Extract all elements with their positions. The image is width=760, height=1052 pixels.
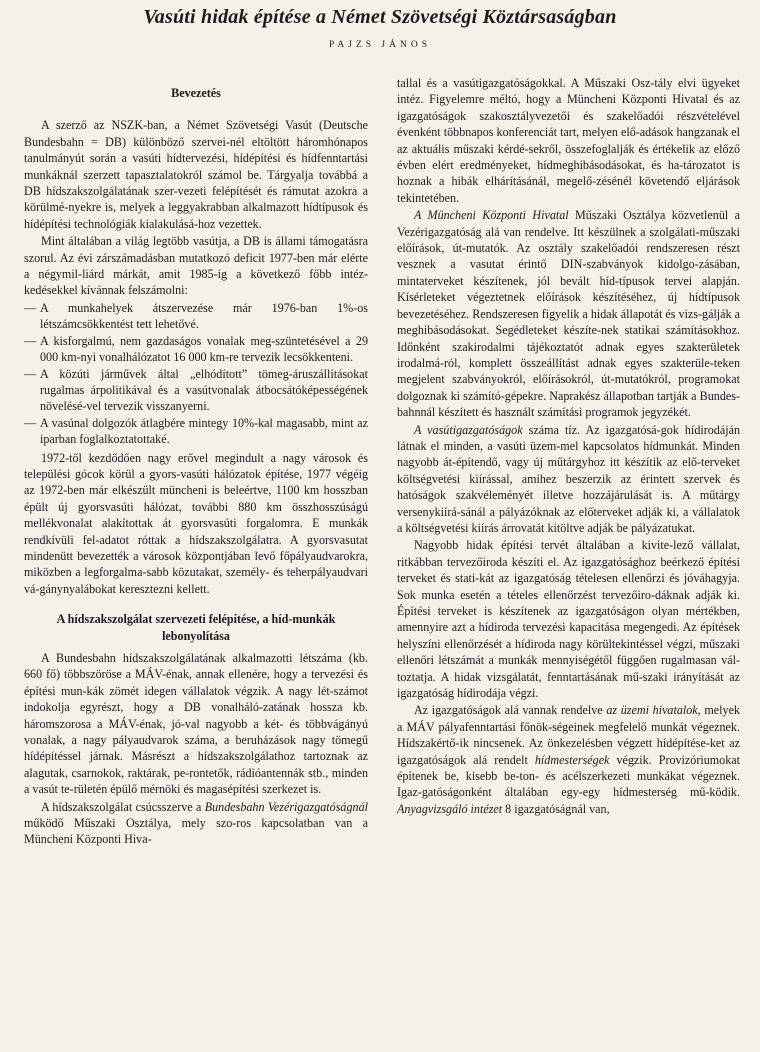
article-title: Vasúti hidak építése a Német Szövetségi Köztársaságban <box>143 6 617 28</box>
right-column <box>397 75 740 1047</box>
dash-bullet: — <box>24 415 37 430</box>
emphasis-text: az üzemi hivatalok <box>606 703 698 718</box>
left-column <box>24 75 368 1047</box>
text-run: végzik. Provizóriumokat építenek be, kisebb be-ton- és acélszerkezeti munkákat végeznek. Igaz-gatóságonként általában egy-egy hídmesterség mű-ködik. <box>397 752 740 800</box>
paragraph <box>397 702 740 817</box>
text-run: , melyek a MÁV pályafenntartási főnök-ségeinek megfelelő munkát végeznek. Hídszakértő-ik nincsenek. Az önkezelésben végzett hídépítése-ket az igazgatóságok alá rendelt <box>397 703 740 767</box>
list-item-text: A munkahelyek átszervezése már 1976-ban 1%-os létszámcsökkentést tett lehetővé. <box>40 300 368 332</box>
emphasis-text: hídmesterségek <box>534 752 610 767</box>
section-heading-introduction: Bevezetés <box>171 86 221 100</box>
dash-bullet: — <box>24 366 37 381</box>
article-author: PAJZS JÁNOS <box>329 40 431 50</box>
paragraph: A Bundesbahn hídszakszolgálatának alkalmazotti létszáma (kb. 660 fő) többszöröse a MÁV-énak, annak ellenére, hogy a tervezési és építési mun-kák zömét idegen vállalatok végzik. A nagy lét-számot indokolja egyrészt, hogy a DB vonalháló-zatának hossza kb. háromszorosa a MÁV-énak, jó-val nagyobb a két- és többvágányú vonalak, a nagy pályaudvarok száma, a beruházások nagy tömegű hídépítéssel járnak. Másrészt a hídszakszolgálathoz tartoznak az alagutak, csarnokok, raktárak, pe-rontetők, rádióantennák stb., minden a vasút te-rületén épülő mérnöki és magasépítési szerkezet is. <box>24 651 368 797</box>
paragraph <box>24 799 368 848</box>
text-run: 8 igazgatóságnál van, <box>502 801 610 816</box>
dash-bullet: — <box>24 333 37 348</box>
paragraph <box>397 422 740 537</box>
list-item-text: A vasúnal dolgozók átlagbére mintegy 10%-kal magasabb, mint az iparban foglalkoztatottaké. <box>40 415 368 447</box>
measures-list <box>24 300 368 448</box>
section-heading-organization: A hídszakszolgálat szervezeti felépítése, a híd-munkák lebonyolítása <box>56 612 336 643</box>
list-item <box>24 366 368 415</box>
paragraph: tallal és a vasútigazgatóságokkal. A Műszaki Osz-tály elvi ügyeket intéz. Figyelemre méltó, hogy a Müncheni Központi Hivatal és az igazgatóságok szakosztályvezetői és szakelőadói részvételével évenként többnapos konferenciát tart, melyen elő-adások hangzanak el az aktuális műszaki kérdé-sekről, összefoglalják és értékelik az előző évben elért eredményeket, hídmeghibásodásokat, és ha-tározatot is hoznak a hibák elhárításánál, megelő-zésénél követendő eljárások tekintetében. <box>397 76 740 205</box>
paragraph: Mint általában a világ legtöbb vasútja, a DB is állami támogatásra szorul. Az évi zárszámadásban mutatkozó deficit 1977-ben már elérte a négymil-liárd márkát, amit 1985-ig a következő főbb intéz-kedésekkel kívánnak felszámolni: <box>24 234 368 298</box>
list-item <box>24 415 368 448</box>
dash-bullet: — <box>24 300 37 315</box>
paragraph: Nagyobb hidak építési tervét általában a kivite-lező vállalat, ritkábban tervezőiroda készíti el. Az igazgatósághoz beérkező építési terveket és stati-kát az igazgatóság tételesen ellenőrzi és jóváhagyja. Sok munka esetén a tételes ellenőrzést tervezőiro-dáknak adják ki. Építési terveket is készítenek az igazgatóságon olyan mértékben, amennyire azt a hídiroda tervezési kapacitása megengedi. Az építések helyszíni ellenőrzését a hídiroda nagy körültekintéssel végzi, műszaki ellenőri létszámát a munkák mennyiségétől függően rugalmasan vál-toztatja. A hidak vizsgálatát, fenntartásának mű-szaki irányítását az igazgatóság hídirodája végzi. <box>397 538 740 701</box>
list-item <box>24 300 368 333</box>
paragraph: 1972-től kezdődően nagy erővel megindult a nagy városok és települési gócok körül a gyors-vasúti hálózatok építése, 1977 végéig az 1972-ben már elkészült müncheni is beleértve, 1100 km hosszban épült új gyorsvasúti hálózat, további 880 km összhosszúságú mellékvonalat alakítottak át gyorsvasúti forgalomra. E munkák rendkívüli fel-adatot róttak a hídszakszolgálatra. A gyorsvasutat mindenütt bevezették a városok központjában levő főpályaudvarokra, miközben a legforgalma-sabb közutakat, személy- és teherpályaudvari vá-gánynyalábokat keresztezni kellett. <box>24 450 368 596</box>
emphasis-text: Anyagvizsgáló intézet <box>397 801 503 816</box>
list-item-text: A kisforgalmú, nem gazdaságos vonalak meg-szüntetésével a 29 000 km-nyi vonalhálózatot 16 000 km-re tervezik lecsökkenteni. <box>40 333 368 365</box>
emphasis-text: A vasútigazgatóságok <box>413 422 523 437</box>
list-item-text: A közúti járművek által „elhódított” tömeg-áruszállításokat rugalmas árpolitikával és a vasútvonalak átbocsátóképességének növelésé-vel tervezik visszanyerni. <box>40 366 368 414</box>
text-run: Az igazgatóságok alá vannak rendelve <box>413 703 607 718</box>
paragraph <box>397 207 740 420</box>
emphasis-text: A Müncheni Központi Hivatal <box>413 208 569 223</box>
list-item <box>24 333 368 366</box>
text-run: Műszaki Osztálya közvetlenül a Vezérigazgatóság alá van rendelve. Itt készülnek a szolgálati-műszaki előírások, út-mutatók. Az osztály szakelőadói rendszeresen részt vesznek a vasutat érintő DIN-szabványok kidolgo-zásában, mintaterveket készítenek, jól bevált híd-típusok tervei alapján. Kísérleteket végeztetnek előírások készítéséhez, új hídtípusok bevezetéséhez. Rendszeresen figyelik a hidak állapotát és vizs-gálják a meghibásodásokat. Segédleteket készíte-nek statikai számításokhoz. Időnként szakirodalmi tájékoztatót adnak egyes szakterületek irodalmá-ról, komplett összeállítást adnak egyes szakterüle-teken megjelent szabványokról, előírásokról, út-mutatókról, programokat dolgoznak ki számító-gépekre. Naprakész állapotban tartják a Bundes-bahnnál készített és használt számítási programok jegyzékét. <box>397 208 740 420</box>
text-run: száma tíz. Az igazgatósá-gok hídirodáján látnak el minden, a vasúti üzem-mel kapcsolatos hídmunkát. Minden nagyobb át-építendő, vagy új műtárgyhoz itt készítik az elő-terveket költségvetési kiírással, amihez beszerzik az érintett szervek és hatóságok szakvéleményét illetve hozzájárulását is. A műtárgy versenykiírá-sánál a pályázóknak az előterveket adják ki, a vállalatok a költségvetési kiírás árrovatát kitöltve adják be pályázatukat. <box>397 422 740 535</box>
text-run: A hídszakszolgálat csúcsszerve a <box>40 799 205 814</box>
text-run: működő Műszaki Osztálya, mely szo-ros kapcsolatban van a Müncheni Központi Hiva- <box>24 816 368 847</box>
emphasis-text: Bundesbahn Vezérigazgatóságnál <box>204 799 368 814</box>
paragraph: A szerző az NSZK-ban, a Német Szövetségi Vasút (Deutsche Bundesbahn = DB) különböző szervei-nél eltöltött háromhónapos tanulmányút során a vasúti hídtervezési, hídépítési és hídfenntartási munkáknál szerzett tapasztalatokról számol be. Tárgyalja továbbá a DB hídszakszolgálatának szer-vezeti felépítését és rámutat azokra a körülmé-nyekre is, melyek a leggyakrabban alkalmazott hídtípusok és hídépítési technológiák kialakulásá-hoz vezettek. <box>24 118 368 231</box>
